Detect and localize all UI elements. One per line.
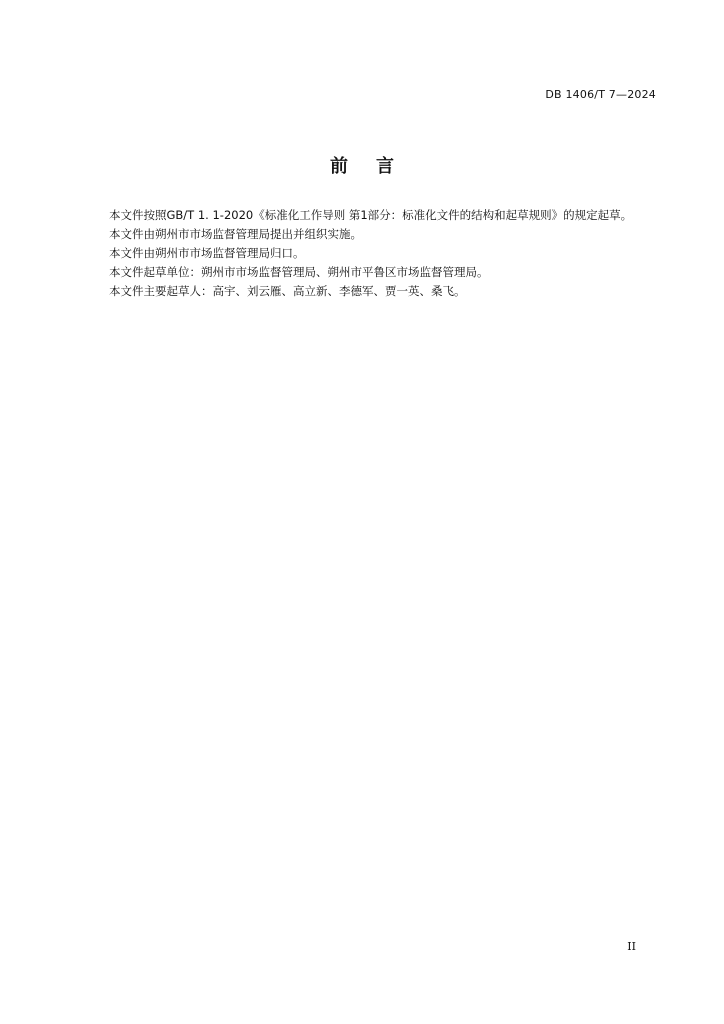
preface-paragraph-drafters: 本文件主要起草人：高宇、刘云雁、高立新、李德军、贾一英、桑飞。 [109,284,466,298]
standard-document-code: DB 1406/T 7—2024 [545,88,656,101]
preface-body [86,206,656,301]
page-number: II [627,940,636,953]
preface-paragraph-proposer: 本文件由朔州市市场监督管理局提出并组织实施。 [109,227,362,241]
preface-title: 前言 [330,156,422,177]
preface-paragraph-administrator: 本文件由朔州市市场监督管理局归口。 [109,246,305,260]
preface-paragraph-drafting-units: 本文件起草单位：朔州市市场监督管理局、朔州市平鲁区市场监督管理局。 [109,265,489,279]
preface-paragraph-drafting-rules: 本文件按照GB/T 1. 1-2020《标准化工作导则 第1部分：标准化文件的结构和起草规则》的规定起草。 [109,208,633,222]
